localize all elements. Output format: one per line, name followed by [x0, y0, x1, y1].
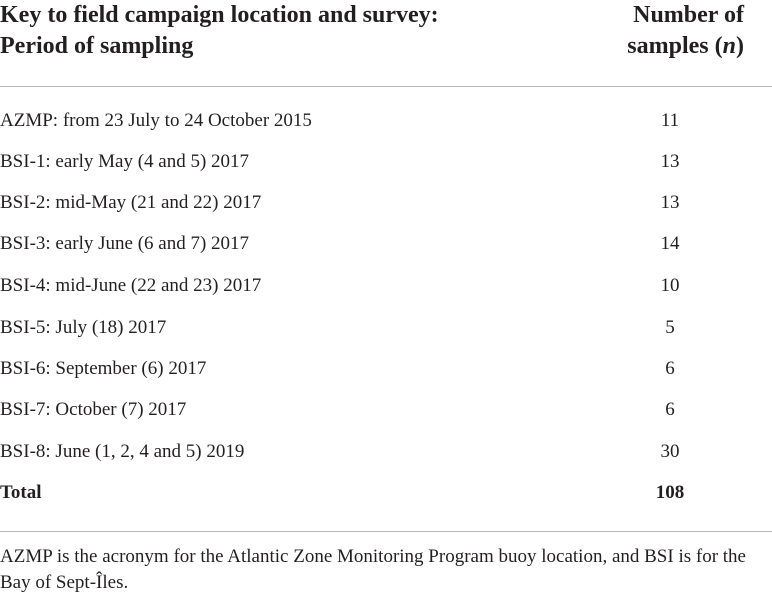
count-column-header	[594, 0, 744, 62]
row-period: BSI-7: October (7) 2017	[0, 399, 187, 420]
footer-rule	[0, 531, 772, 532]
total-count: 108	[655, 482, 685, 503]
row-count: 13	[660, 151, 680, 172]
table-row	[0, 100, 772, 141]
row-count: 30	[660, 441, 680, 462]
table-row	[0, 141, 772, 182]
row-period: BSI-8: June (1, 2, 4 and 5) 2019	[0, 441, 245, 462]
table-row	[0, 389, 772, 430]
table-footnote: AZMP is the acronym for the Atlantic Zone Monitoring Program buoy location, and BSI is for the Bay of Sept-Îles.	[0, 546, 746, 593]
table-row	[0, 307, 772, 348]
period-header-line-2: Period of sampling	[0, 33, 194, 59]
row-count: 5	[665, 317, 675, 338]
total-label: Total	[0, 482, 42, 503]
row-period: BSI-4: mid-June (22 and 23) 2017	[0, 275, 262, 296]
count-header-suffix: )	[736, 33, 744, 59]
row-period: AZMP: from 23 July to 24 October 2015	[0, 110, 312, 131]
header-rule	[0, 86, 772, 87]
row-count: 6	[665, 399, 675, 420]
period-column-header	[0, 0, 560, 62]
table-row	[0, 223, 772, 264]
table-row	[0, 431, 772, 472]
count-header-variable: n	[722, 33, 736, 59]
row-count: 13	[660, 192, 680, 213]
row-period: BSI-5: July (18) 2017	[0, 317, 167, 338]
row-period: BSI-1: early May (4 and 5) 2017	[0, 151, 250, 172]
table-row	[0, 265, 772, 306]
table-row	[0, 182, 772, 223]
count-header-line-1: Number of	[633, 2, 744, 28]
row-count: 11	[660, 110, 680, 131]
row-period: BSI-3: early June (6 and 7) 2017	[0, 233, 250, 254]
period-header-line-1: Key to field campaign location and survey:	[0, 2, 439, 28]
row-period: BSI-6: September (6) 2017	[0, 358, 207, 379]
row-period: BSI-2: mid-May (21 and 22) 2017	[0, 192, 262, 213]
row-count: 6	[665, 358, 675, 379]
count-header-prefix: samples (	[627, 33, 723, 59]
table-row	[0, 348, 772, 389]
count-header-line-2	[594, 31, 744, 62]
row-count: 10	[660, 275, 680, 296]
table-header	[0, 0, 772, 86]
total-row	[0, 472, 772, 513]
row-count: 14	[660, 233, 680, 254]
